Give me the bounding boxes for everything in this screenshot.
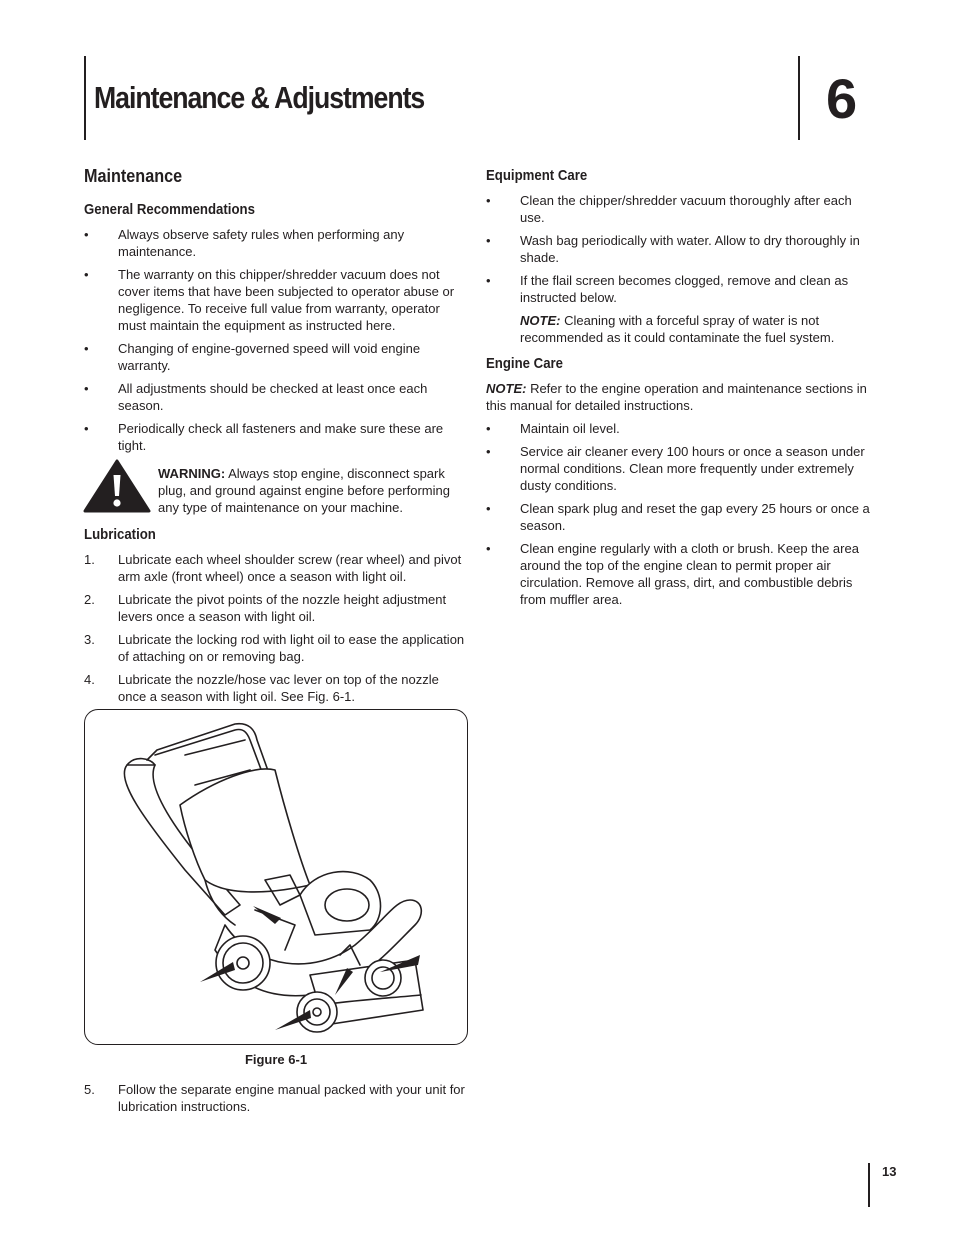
figure-6-1-frame (84, 709, 468, 1045)
list-item: • The warranty on this chipper/shredder vacuum does not cover items that have been subjected to operator abuse or negligence. To receive full value from warranty, operator must maintain the equipment as instructed here. (84, 267, 455, 333)
footer-rule (868, 1163, 870, 1207)
heading-lubrication: Lubrication (84, 526, 156, 543)
list-item: 4. Lubricate the nozzle/hose vac lever on top of the nozzle once a season with light oil. See Fig. 6-1. (84, 672, 439, 704)
list-item: • All adjustments should be checked at least once each season. (84, 381, 428, 413)
list-item: • Maintain oil level. (486, 421, 620, 436)
list-item: 5. Follow the separate engine manual packed with your unit for lubrication instructions. (84, 1082, 465, 1114)
list-item: • Clean spark plug and reset the gap every 25 hours or once a season. (486, 501, 870, 533)
list-item: • If the flail screen becomes clogged, remove and clean as instructed below. (486, 273, 849, 305)
figure-caption: Figure 6-1 (244, 1052, 308, 1067)
list-item: 2. Lubricate the pivot points of the nozzle height adjustment levers once a season with light oil. (84, 592, 447, 624)
list-item: • Clean engine regularly with a cloth or brush. Keep the area around the top of the engine clean to permit proper air circulation. Remove all grass, dirt, and combustible debris from muffler area. (486, 541, 859, 607)
engine-note: NOTE: Refer to the engine operation and maintenance sections in this manual for detailed instructions. (486, 381, 867, 413)
engine-care-list (486, 420, 870, 614)
chipper-shredder-vacuum-illustration (85, 710, 466, 1043)
warning-label: WARNING: (158, 466, 226, 481)
page-title: Maintenance & Adjustments (94, 80, 425, 115)
lubrication-list (84, 551, 468, 711)
list-item: 1. Lubricate each wheel shoulder screw (rear wheel) and pivot arm axle (front wheel) once a season with light oil. (84, 552, 462, 584)
list-item: • Periodically check all fasteners and make sure these are tight. (84, 421, 444, 453)
header-right-rule (798, 56, 800, 140)
list-item: • Changing of engine-governed speed will void engine warranty. (84, 341, 421, 373)
heading-engine-care: Engine Care (486, 355, 564, 372)
lubrication-list-continued (84, 1081, 474, 1121)
warning-triangle-icon (82, 458, 152, 514)
list-item: 3. Lubricate the locking rod with light oil to ease the application of attaching on or removing bag. (84, 632, 465, 664)
heading-equipment-care: Equipment Care (486, 167, 588, 184)
chapter-number: 6 (826, 67, 858, 130)
general-recommendations-list (84, 226, 468, 460)
list-item: • Always observe safety rules when performing any maintenance. (84, 227, 405, 259)
equipment-note: NOTE: Cleaning with a forceful spray of water is not recommended as it could contaminate the fuel system. (520, 313, 835, 345)
list-item: • Wash bag periodically with water. Allow to dry thoroughly in shade. (486, 233, 860, 265)
list-item: • Service air cleaner every 100 hours or once a season under normal conditions. Clean more frequently under extremely dusty conditions. (486, 444, 865, 493)
section-title-maintenance: Maintenance (84, 166, 183, 186)
page-number: 13 (882, 1164, 897, 1179)
list-item: • Clean the chipper/shredder vacuum thoroughly after each use. (486, 193, 852, 225)
header-left-rule (84, 56, 86, 140)
equipment-care-list (486, 192, 870, 312)
warning-text: WARNING: Always stop engine, disconnect spark plug, and ground against engine before performing any type of maintenance on your machine. (158, 466, 450, 515)
heading-general-recommendations: General Recommendations (84, 201, 255, 218)
